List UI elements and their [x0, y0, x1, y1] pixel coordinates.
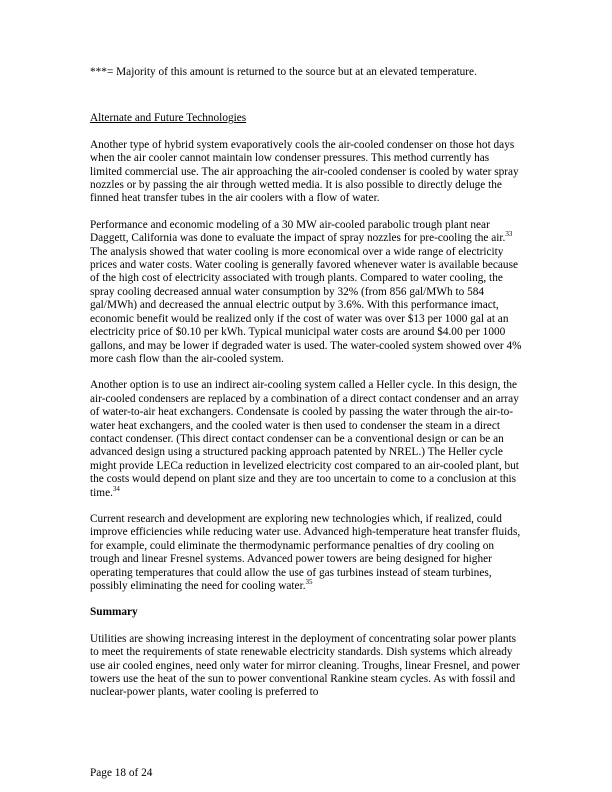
footnote-ref-35: 35: [305, 578, 313, 587]
paragraph-research-development: [90, 513, 522, 593]
paragraph-text: Performance and economic modeling of a 30 MW air-cooled parabolic trough plant near Daggett, California was done to evaluate the impact of spray nozzles for pre-cooling the air.: [90, 218, 506, 245]
table-footnote-line: ***= Majority of this amount is returned to the source but at an elevated temperature.: [90, 66, 477, 78]
section-heading-summary: Summary: [90, 606, 138, 619]
paragraph-text: Current research and development are exploring new technologies which, if realized, could improve efficiencies while reducing water use. Advanced high-temperature heat transfer fluids, for example, could eliminate the thermodynamic performance penalties of dry cooling on trough and linear Fresnel systems. Advanced power towers are being designed for higher operating temperatures that could allow the use of gas turbines instead of steam turbines, possibly eliminating the need for cooling water.: [90, 512, 521, 592]
footnote-ref-34: 34: [112, 484, 120, 493]
paragraph-summary-utilities: Utilities are showing increasing interest in the deployment of concentrating solar power plants to meet the requirements of state renewable electricity standards. Dish systems which already use air cooled engines, need only water for mirror cleaning. Troughs, linear Fresnel, and power towers use the heat of the sun to power conventional Rankine steam cycles. As with fossil and nuclear-power plants, water cooling is preferred to: [90, 632, 520, 699]
paragraph-heller-cycle: [90, 379, 522, 500]
paragraph-performance-economic-modeling: [90, 219, 522, 366]
footnote-ref-33: 33: [505, 230, 513, 239]
paragraph-text: The analysis showed that water cooling is more economical over a wide range of electricity prices and water costs. Water cooling is generally favored whenever water is available because of the high cost of electricity associated with trough plants. Compared to water cooling, the spray cooling decreased annual water consumption by 32% (from 856 gal/MWh to 584 gal/MWh) and decreased the annual electric output by 3.6%. With this performance imact, economic benefit would be realized only if the cost of water was over $13 per 1000 gal at an electricity price of $0.10 per kWh. Typical municipal water costs are around $4.00 per 1000 gallons, and may be lower if degraded water is used. The water-cooled system showed over 4% more cash flow than the air-cooled system.: [90, 245, 522, 365]
paragraph-text: Another option is to use an indirect air-cooling system called a Heller cycle. In this design, the air-cooled condensers are replaced by a combination of a direct contact condenser and an array of water-to-air heat exchangers. Condensate is cooled by passing the water through the air-to-water heat exchangers, and the cooled water is then used to condenser the steam in a direct contact condenser. (This direct contact condenser can be a conventional design or can be an advanced design using a structured packing approach patented by NREL.) The Heller cycle might provide LECa reduction in levelized electricity cost compared to an air-cooled plant, but the costs would depend on plant size and they are too uncertain to come to a conclusion at this time.: [90, 379, 519, 499]
section-heading-alternate-technologies: Alternate and Future Technologies: [90, 112, 247, 125]
page-number: Page 18 of 24: [90, 766, 153, 779]
paragraph-hybrid-evaporative-cooling: Another type of hybrid system evaporatively cools the air-cooled condenser on those hot days when the air cooler cannot maintain low condenser pressures. This method currently has limited commercial use. The air approaching the air-cooled condenser is cooled by water spray nozzles or by passing the air through wetted media. It is also possible to directly deluge the finned heat transfer tubes in the air coolers with a flow of water.: [90, 138, 519, 205]
